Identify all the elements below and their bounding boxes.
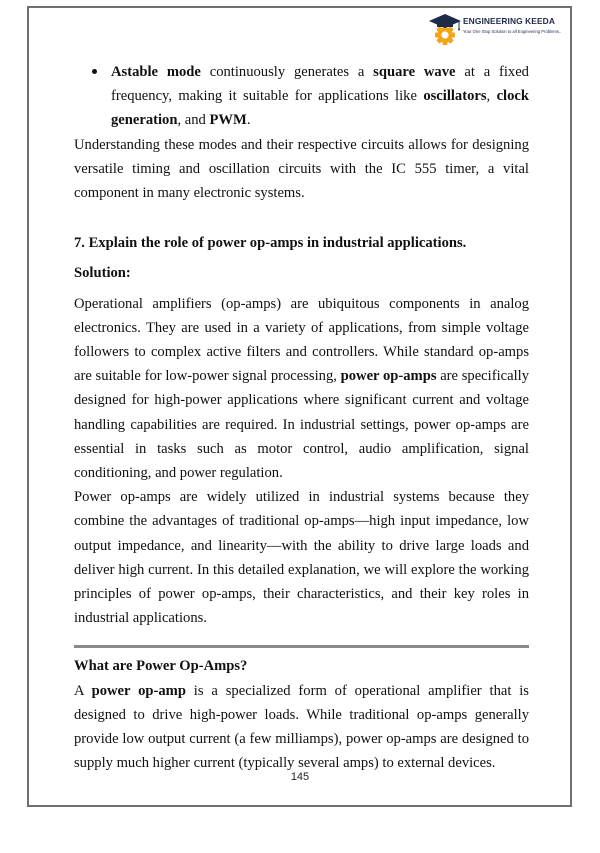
paragraph-industrial-use: Power op-amps are widely utilized in industrial systems because they combine the advantages of traditional op-amps—high input impedance, low output impedance, and linearity—with the ability to drive large loads and deliver high current. In this detailed explanation, we will explore the working principles of power op-amps, their characteristics, and their key roles in industrial applications.: [74, 489, 529, 627]
paragraph-definition: A power op-amp is a specialized form of operational amplifier that is designed to drive high-power loads. While traditional op-amps generally provide low output current (a few milliamps), power op-amps are designed to supply much higher current (typically several amps) to external devices.: [74, 682, 529, 772]
intro-paragraph: Understanding these modes and their respective circuits allows for designing versatile timing and oscillation circuits with the IC 555 timer, a vital component in many electronic systems.: [74, 136, 529, 202]
gear-graduation-cap-icon: [428, 12, 462, 46]
section-divider: [74, 645, 529, 648]
bullet-list: [74, 60, 529, 133]
paragraph-opamps-intro: Operational amplifiers (op-amps) are ubiquitous components in analog electronics. They are used in a variety of applications, from simple voltage followers to complex active filters and controllers. While standard op-amps are suitable for low-power signal processing, power op-amps are specifically designed for high-power applications where significant current and voltage handling capabilities are required. In industrial settings, power op-amps are essential in tasks such as motor control, audio amplification, signal conditioning, and power regulation.: [74, 295, 529, 482]
bullet-astable-mode: Astable mode continuously generates a square wave at a fixed frequency, making it suitable for applications like oscillators, clock generation, and PWM.: [111, 60, 529, 133]
bullet-dot-icon: [92, 69, 97, 74]
logo-tagline: Your One Stop Solution to all Engineering Problems..: [463, 29, 562, 34]
section-subheading: What are Power Op-Amps?: [74, 658, 248, 675]
logo-title: ENGINEERING KEEDA: [463, 16, 555, 26]
logo: [428, 12, 578, 46]
page-number: 145: [290, 771, 310, 783]
question-heading: 7. Explain the role of power op-amps in industrial applications.: [74, 235, 467, 252]
solution-label: Solution:: [74, 265, 131, 282]
page-content: [74, 60, 529, 775]
